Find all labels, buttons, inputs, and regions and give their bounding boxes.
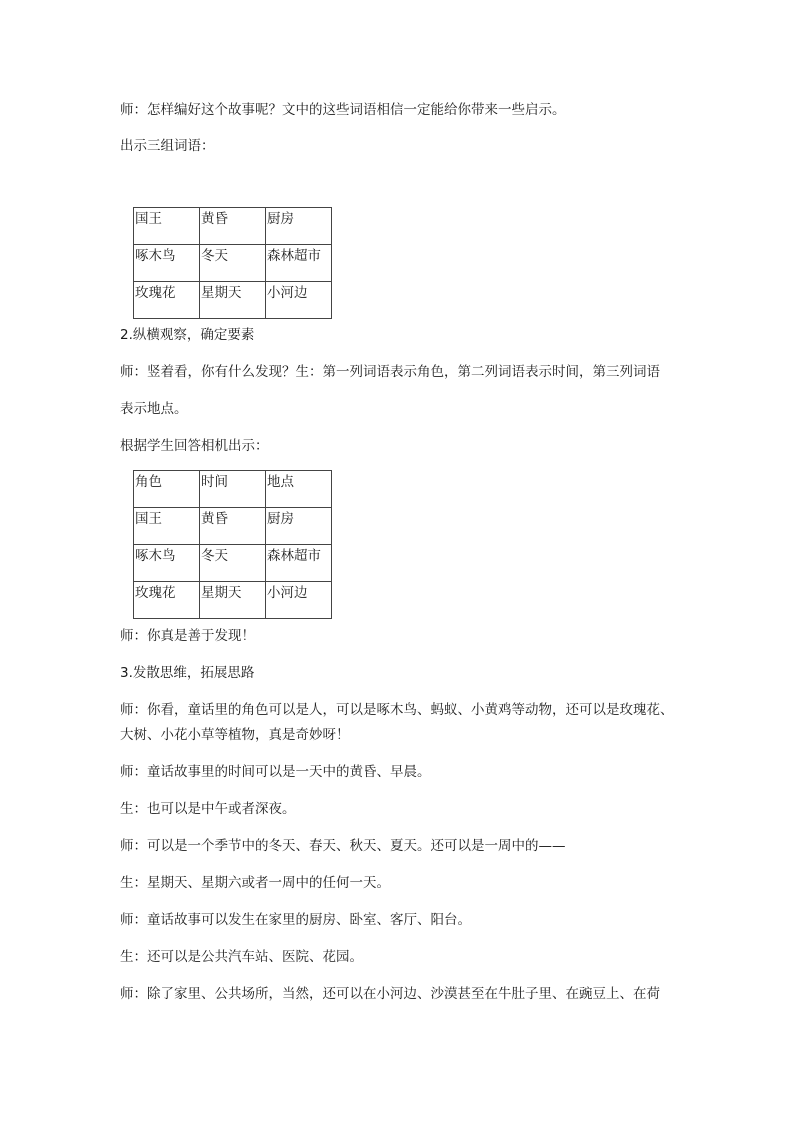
table-cell: 黄昏 <box>200 208 266 245</box>
table-header-cell: 角色 <box>134 471 200 508</box>
paragraph-season-teacher: 师：可以是一个季节中的冬天、春天、秋天、夏天。还可以是一周中的—— <box>120 838 566 854</box>
word-table-2 <box>133 470 332 619</box>
paragraph-observation-cont: 表示地点。 <box>120 401 188 417</box>
table-cell: 啄木鸟 <box>134 545 200 582</box>
table-header-row <box>134 471 332 508</box>
table-row <box>134 582 332 619</box>
paragraph-place-student: 生：还可以是公共汽车站、医院、花园。 <box>120 949 363 965</box>
table-row <box>134 282 332 319</box>
paragraph-show-by-answer: 根据学生回答相机出示： <box>120 438 269 454</box>
table-cell: 冬天 <box>200 245 266 282</box>
table-cell: 厨房 <box>266 208 332 245</box>
paragraph-teacher-question: 师：怎样编好这个故事呢？文中的这些词语相信一定能给你带来一些启示。 <box>120 102 566 118</box>
table-cell: 小河边 <box>266 582 332 619</box>
paragraph-week-student: 生：星期天、星期六或者一周中的任何一天。 <box>120 875 390 891</box>
paragraph-time-student: 生：也可以是中午或者深夜。 <box>120 801 296 817</box>
section-heading-3: 3.发散思维，拓展思路 <box>120 665 255 681</box>
table-row <box>134 545 332 582</box>
table-cell: 黄昏 <box>200 508 266 545</box>
table-cell: 厨房 <box>266 508 332 545</box>
table-cell: 小河边 <box>266 282 332 319</box>
paragraph-praise: 师：你真是善于发现！ <box>120 628 255 644</box>
table-cell: 冬天 <box>200 545 266 582</box>
paragraph-observation: 师：竖着看，你有什么发现？生：第一列词语表示角色，第二列词语表示时间，第三列词语 <box>120 364 660 380</box>
table-cell: 国王 <box>134 208 200 245</box>
table-header-cell: 时间 <box>200 471 266 508</box>
table-cell: 国王 <box>134 508 200 545</box>
table-cell: 森林超市 <box>266 245 332 282</box>
paragraph-place-more: 师：除了家里、公共场所，当然，还可以在小河边、沙漠甚至在牛肚子里、在豌豆上、在荷 <box>120 986 660 1002</box>
paragraph-show-words: 出示三组词语： <box>120 138 215 154</box>
paragraph-roles-cont: 大树、小花小草等植物，真是奇妙呀！ <box>120 727 350 743</box>
table-cell: 玫瑰花 <box>134 282 200 319</box>
table-row <box>134 508 332 545</box>
table-row <box>134 245 332 282</box>
word-table-1 <box>133 207 332 319</box>
paragraph-place-teacher: 师：童话故事可以发生在家里的厨房、卧室、客厅、阳台。 <box>120 912 471 928</box>
table-cell: 森林超市 <box>266 545 332 582</box>
paragraph-time-teacher: 师：童话故事里的时间可以是一天中的黄昏、早晨。 <box>120 764 431 780</box>
table-cell: 星期天 <box>200 282 266 319</box>
paragraph-roles: 师：你看，童话里的角色可以是人，可以是啄木鸟、蚂蚁、小黄鸡等动物，还可以是玫瑰花、 <box>120 702 674 718</box>
table-header-cell: 地点 <box>266 471 332 508</box>
table-cell: 啄木鸟 <box>134 245 200 282</box>
table-cell: 星期天 <box>200 582 266 619</box>
table-cell: 玫瑰花 <box>134 582 200 619</box>
section-heading-2: 2.纵横观察，确定要素 <box>120 327 255 343</box>
table-row <box>134 208 332 245</box>
